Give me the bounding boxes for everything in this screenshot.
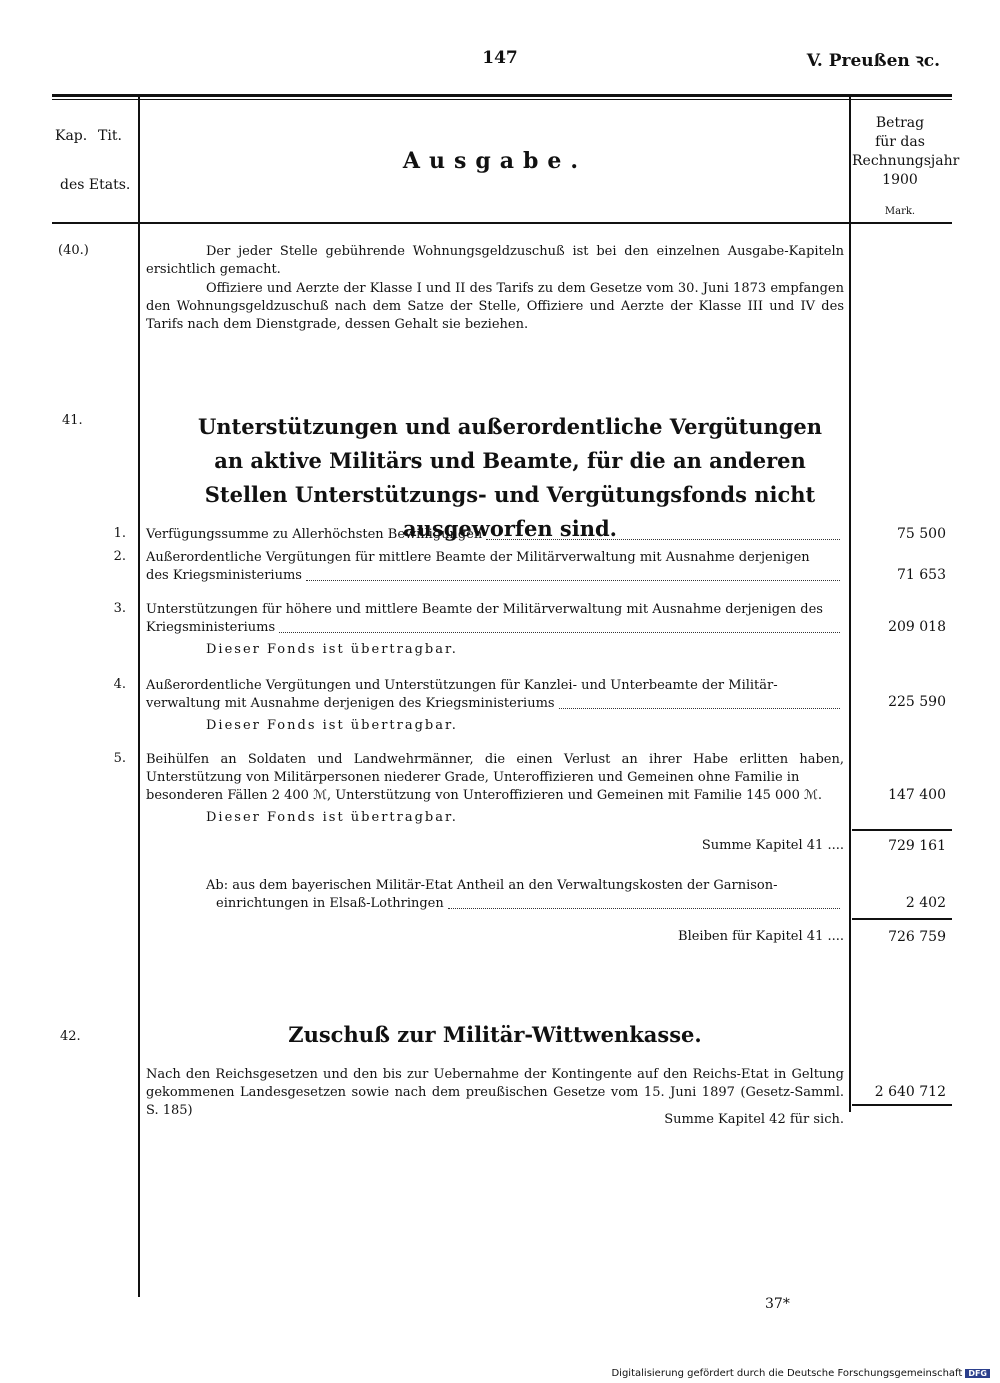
remaining-label: Bleiben für Kapitel 41 .... [678, 929, 844, 944]
column-header-mark: Mark. [884, 206, 916, 217]
entry-amount: 71 653 [897, 567, 946, 583]
column-header-tit: Tit. [98, 128, 122, 144]
entry-amount: 2 640 712 [874, 1084, 946, 1100]
kapitel-number: (40.) [58, 243, 89, 258]
budget-entry [146, 526, 844, 544]
paragraph: Der jeder Stelle gebührende Wohnungsgeldzuschuß ist bei den einzelnen Ausgabe-Kapiteln ersichtlich gemacht. [146, 244, 844, 277]
sheet-signature: 37* [765, 1296, 790, 1312]
entry-text: verwaltung mit Ausnahme derjenigen des Kriegsministeriums [146, 696, 555, 711]
entry-text: einrichtungen in Elsaß-Lothringen [216, 896, 444, 911]
fund-note: Dieser Fonds ist übertragbar. [206, 718, 458, 733]
entry-text: Außerordentliche Vergütungen und Unterstützungen für Kanzlei- und Unterbeamte der Militär- [146, 678, 778, 693]
titel-number: 5. [113, 751, 126, 766]
column-divider-right [849, 97, 851, 1112]
entry-amount: 75 500 [897, 526, 946, 542]
header-bottom-rule [52, 222, 952, 224]
header-rule-thick [52, 94, 952, 97]
entry-text: besonderen Fällen 2 400 ℳ, Unterstützung von Unteroffizieren und Gemeinen mit Familie 145 000 ℳ. [146, 788, 823, 803]
entry-amount: 225 590 [888, 694, 946, 710]
sum-amount: 729 161 [888, 838, 946, 854]
header-rule-thin [52, 99, 952, 100]
footer-text: Digitalisierung gefördert durch die Deutsche Forschungsgemeinschaft [611, 1368, 963, 1379]
entry-text: des Kriegsministeriums [146, 568, 302, 583]
fund-note: Dieser Fonds ist übertragbar. [206, 642, 458, 657]
column-header-betrag: Betrag für das Rechnungsjahr 1900 [852, 115, 960, 188]
column-header-etats: des Etats. [60, 177, 131, 193]
entry-amount: 147 400 [888, 787, 946, 803]
sum-rule [852, 1104, 952, 1106]
entry-text: Verfügungssumme zu Allerhöchsten Bewilligungen [146, 527, 483, 542]
section-heading: Unterstützungen und außerordentliche Vergütungen an aktive Militärs und Beamte, für die an anderen Stellen Unterstützungs- und Vergütungsfonds nicht ausgeworfen sind. [197, 414, 823, 541]
running-title: V. Preußen ꝛc. [806, 51, 940, 71]
fund-note: Dieser Fonds ist übertragbar. [206, 810, 458, 825]
entry-text: Beihülfen an Soldaten und Landwehrmänner, die einen Verlust an ihrer Habe erlitten haben, Unterstützung von Militärpersonen niederer Grade, Unteroffizieren und Gemeinen ohne Familie in [146, 752, 844, 785]
remaining-amount: 726 759 [888, 929, 946, 945]
column-header-kap: Kap. [55, 128, 88, 144]
entry-text: Kriegsministeriums [146, 620, 276, 635]
dot-leader [279, 632, 840, 633]
dot-leader [306, 580, 840, 581]
sum-label: Summe Kapitel 41 .... [701, 838, 844, 853]
titel-number: 2. [113, 549, 126, 564]
budget-entry [146, 567, 844, 585]
digitization-footer [600, 1368, 990, 1379]
entry-text: Nach den Reichsgesetzen und den bis zur Uebernahme der Kontingente auf den Reichs-Etat in Geltung gekommenen Landesgesetzen sowie nach dem preußischen Gesetze vom 15. Juni 1897 (Gesetz-Samml. S. 185) [146, 1067, 844, 1118]
dfg-logo-icon: DFG [965, 1369, 990, 1378]
kapitel-number: 41. [62, 413, 83, 428]
kapitel-number: 42. [60, 1029, 81, 1044]
deduction-amount: 2 402 [905, 895, 946, 911]
column-divider-left [138, 97, 140, 1297]
column-header-ausgabe: Ausgabe. [402, 148, 588, 174]
section-heading: Zuschuß zur Militär-Wittwenkasse. [288, 1022, 702, 1047]
budget-entry [146, 695, 844, 713]
titel-number: 3. [113, 601, 126, 616]
entry-amount: 209 018 [888, 619, 946, 635]
dot-leader [486, 539, 840, 540]
entry-text: Außerordentliche Vergütungen für mittlere Beamte der Militärverwaltung mit Ausnahme derjenigen [146, 550, 810, 565]
sum-rule [852, 829, 952, 831]
budget-entry [146, 619, 844, 637]
dot-leader [448, 908, 840, 909]
deduction-entry [216, 895, 844, 913]
titel-number: 1. [113, 526, 126, 541]
page-number: 147 [482, 48, 518, 68]
titel-number: 4. [113, 677, 126, 692]
deduction-text: Ab: aus dem bayerischen Militär-Etat Antheil an den Verwaltungskosten der Garnison- [206, 878, 778, 893]
sum-rule [852, 918, 952, 920]
entry-text: Unterstützungen für höhere und mittlere Beamte der Militärverwaltung mit Ausnahme derjenigen des [146, 602, 823, 617]
sum-label: Summe Kapitel 42 für sich. [664, 1112, 844, 1127]
paragraph: Offiziere und Aerzte der Klasse I und II des Tarifs zu dem Gesetze vom 30. Juni 1873 empfangen den Wohnungsgeldzuschuß nach dem Satze der Stelle, Offiziere und Aerzte der Klasse III und IV des Tarifs nach dem Dienstgrade, dessen Gehalt sie beziehen. [146, 281, 844, 332]
dot-leader [559, 708, 840, 709]
